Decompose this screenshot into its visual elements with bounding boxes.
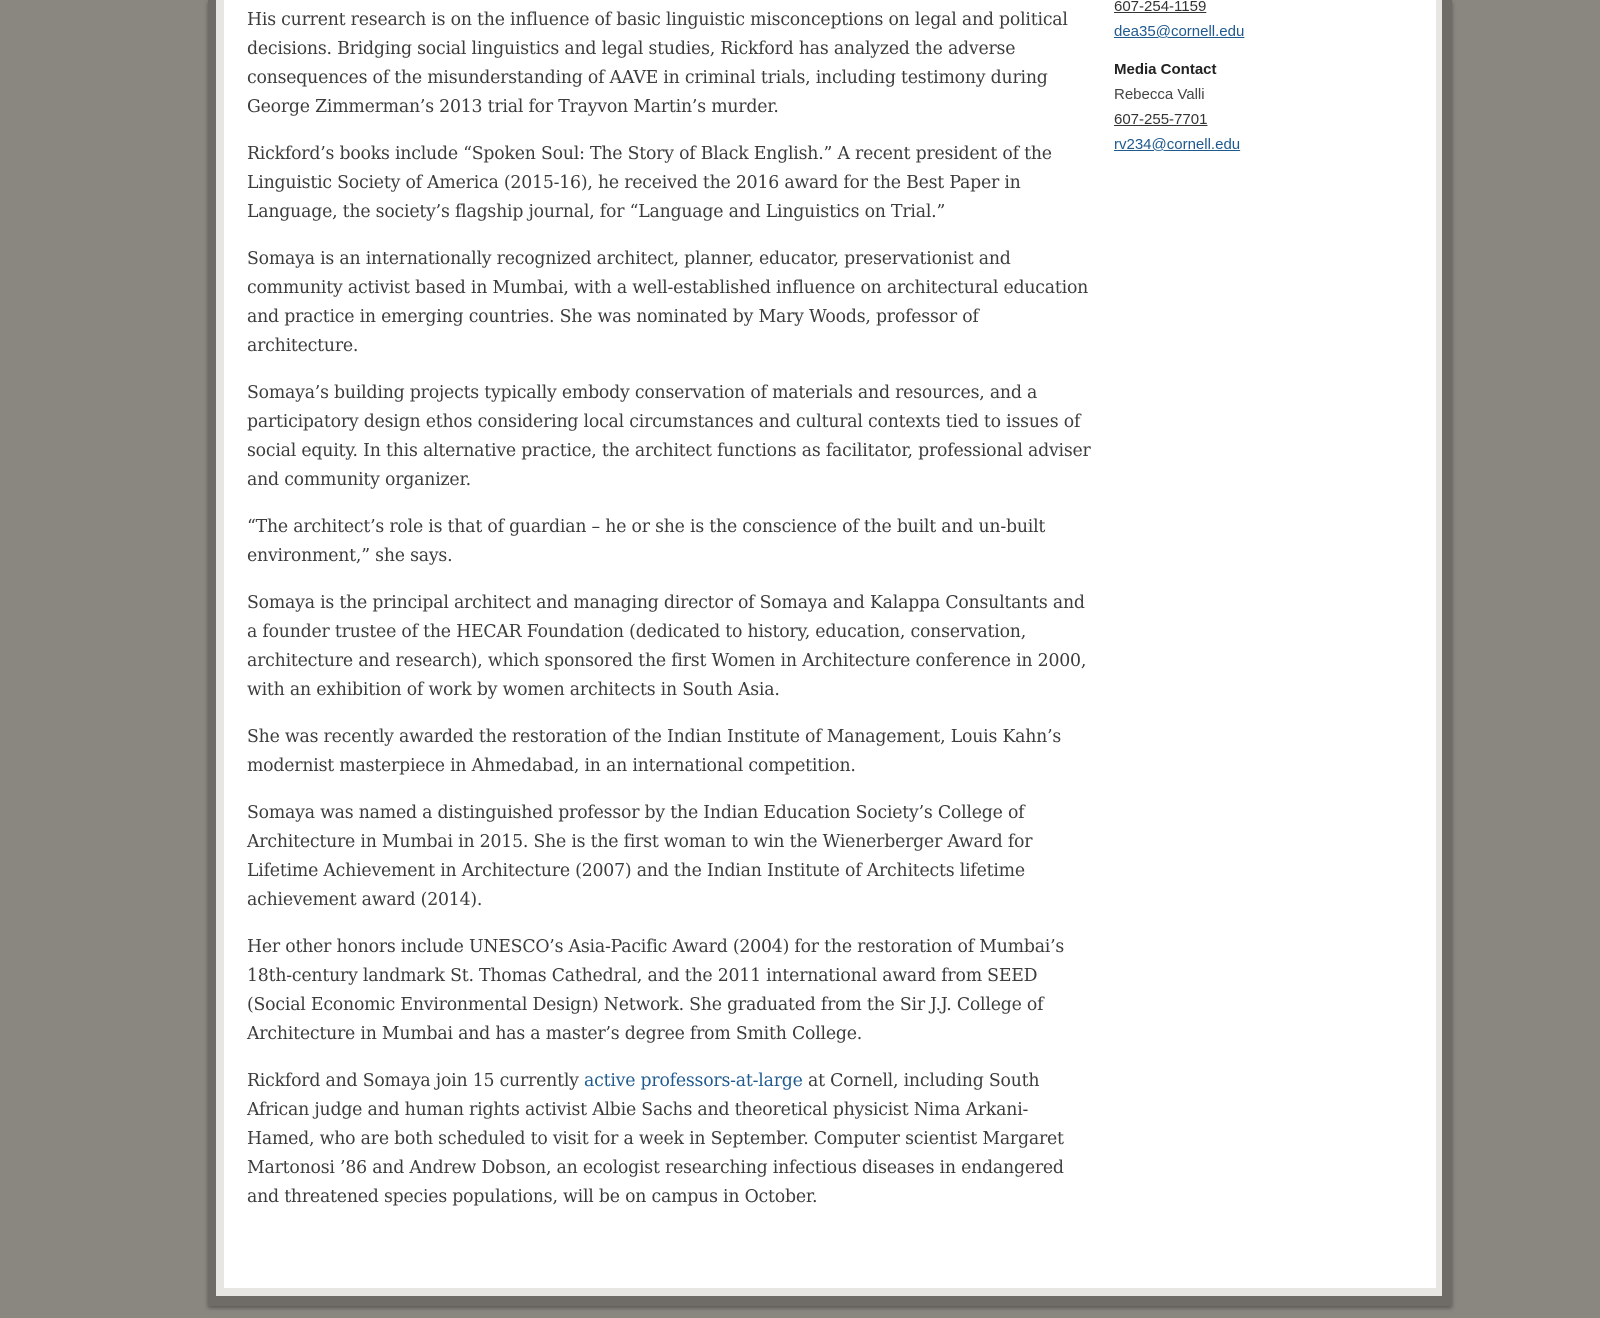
- paragraph-professors-at-large: [247, 1067, 1095, 1212]
- paragraph-distinguished-professor: Somaya was named a distinguished professor by the Indian Education Society’s College of Architecture in Mumbai in 2015. She is the first woman to win the Wienerberger Award for Lifetime Achievement in Architecture (2007) and the Indian Institute of Architects lifetime achievement award (2014).: [247, 803, 1033, 910]
- paragraph-text-after-link: at Cornell, including South African judge and human rights activist Albie Sachs and theoretical physicist Nima Arkani-Hamed, who are both scheduled to visit for a week in September. Computer scientist Margaret Martonosi ’86 and Andrew Dobson, an ecologist researching infectious diseases in endangered and threatened species populations, will be on campus in October.: [247, 1071, 1064, 1207]
- media-contact-name: Rebecca Valli: [1114, 86, 1205, 103]
- media-contact-heading: Media Contact: [1114, 61, 1217, 78]
- paragraph-text-before-link: Rickford and Somaya join 15 currently: [247, 1071, 584, 1091]
- article-body: [247, 6, 1095, 1230]
- professors-at-large-link[interactable]: active professors-at-large: [584, 1071, 803, 1091]
- paragraph-research: His current research is on the influence of basic linguistic misconceptions on legal and political decisions. Bridging social linguistics and legal studies, Rickford has analyzed the adverse consequences of the misunderstanding of AAVE in criminal trials, including testimony during George Zimmerman’s 2013 trial for Trayvon Martin’s murder.: [247, 10, 1068, 117]
- paragraph-books: Rickford’s books include “Spoken Soul: The Story of Black English.” A recent president of the Linguistic Society of America (2015-16), he received the 2016 award for the Best Paper in Language, the society’s flagship journal, for “Language and Linguistics on Trial.”: [247, 144, 1052, 222]
- contact-email-link[interactable]: dea35@cornell.edu: [1114, 23, 1245, 40]
- paragraph-honors: Her other honors include UNESCO’s Asia-Pacific Award (2004) for the restoration of Mumbai’s 18th-century landmark St. Thomas Cathedral, and the 2011 international award from SEED (Social Economic Environmental Design) Network. She graduated from the Sir J.J. College of Architecture in Mumbai and has a master’s degree from Smith College.: [247, 937, 1065, 1044]
- paragraph-principal-architect: Somaya is the principal architect and managing director of Somaya and Kalappa Consultants and a founder trustee of the HECAR Foundation (dedicated to history, education, conservation, architecture and research), which sponsored the first Women in Architecture conference in 2000, with an exhibition of work by women architects in South Asia.: [247, 593, 1087, 700]
- paragraph-building-projects: Somaya’s building projects typically embody conservation of materials and resources, and a participatory design ethos considering local circumstances and cultural contexts tied to issues of social equity. In this alternative practice, the architect functions as facilitator, professional adviser and community organizer.: [247, 383, 1091, 490]
- contact-phone-link[interactable]: 607-254-1159: [1114, 0, 1207, 15]
- paragraph-somaya-intro: Somaya is an internationally recognized architect, planner, educator, preservationist and community activist based in Mumbai, with a well-established influence on architectural education and practice in emerging countries. She was nominated by Mary Woods, professor of architecture.: [247, 249, 1089, 356]
- contact-sidebar: [1114, 0, 1354, 157]
- paragraph-quote: “The architect’s role is that of guardian – he or she is the conscience of the built and un-built environment,” she says.: [247, 517, 1046, 566]
- media-contact-phone-link[interactable]: 607-255-7701: [1114, 111, 1208, 128]
- media-contact-email-link[interactable]: rv234@cornell.edu: [1114, 136, 1241, 153]
- paragraph-restoration-award: She was recently awarded the restoration of the Indian Institute of Management, Louis Kahn’s modernist masterpiece in Ahmedabad, in an international competition.: [247, 727, 1062, 776]
